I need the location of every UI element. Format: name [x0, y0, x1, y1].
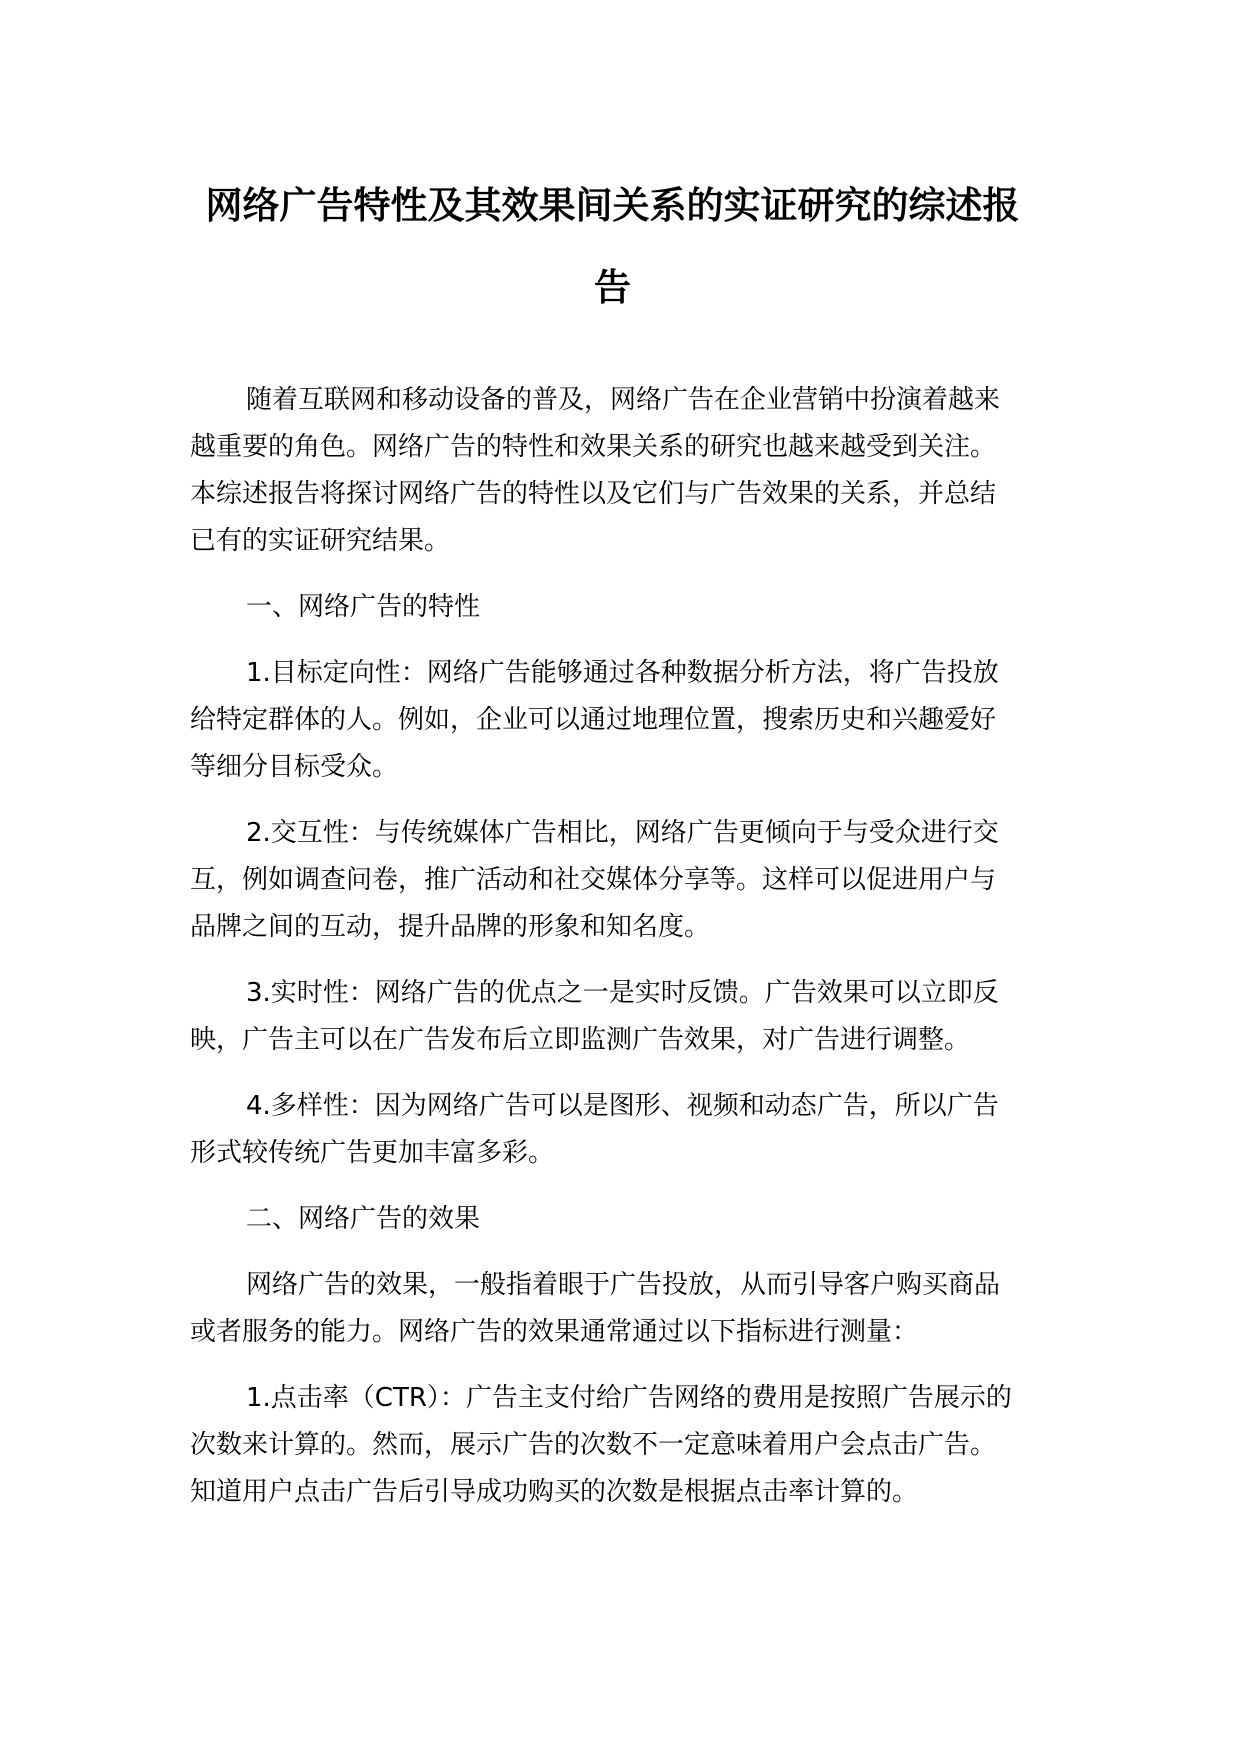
paragraph-line: 等细分目标受众。: [190, 752, 399, 782]
paragraph-line: 或者服务的能力。网络广告的效果通常通过以下指标进行测量：: [190, 1317, 919, 1347]
paragraph: [190, 650, 1050, 791]
paragraph-line: 一、网络广告的特性: [246, 592, 481, 622]
paragraph-line: 1.点击率（CTR）：广告主支付给广告网络的费用是按照广告展示的: [246, 1383, 1012, 1413]
paragraph-line: 3.实时性：网络广告的优点之一是实时反馈。广告效果可以立即反: [246, 978, 999, 1008]
paragraph-line: 本综述报告将探讨网络广告的特性以及它们与广告效果的关系，并总结: [190, 479, 997, 509]
paragraph-line: 给特定群体的人。例如，企业可以通过地理位置，搜索历史和兴趣爱好: [190, 705, 997, 735]
paragraph-line: 随着互联网和移动设备的普及，网络广告在企业营销中扮演着越来: [246, 385, 1001, 415]
title-line: 告: [594, 266, 631, 309]
paragraph-line: 映，广告主可以在广告发布后立即监测广告效果，对广告进行调整。: [190, 1025, 971, 1055]
paragraph: [190, 1375, 1050, 1516]
paragraph-line: 次数来计算的。然而，展示广告的次数不一定意味着用户会点击广告。: [190, 1430, 997, 1460]
title-line: 网络广告特性及其效果间关系的实证研究的综述报: [205, 184, 1020, 227]
document-body: [190, 377, 1050, 1535]
paragraph-line: 2.交互性：与传统媒体广告相比，网络广告更倾向于与受众进行交: [246, 818, 999, 848]
paragraph-line: 越重要的角色。网络广告的特性和效果关系的研究也越来越受到关注。: [190, 432, 997, 462]
paragraph: [190, 810, 1050, 951]
paragraph-line: 1.目标定向性：网络广告能够通过各种数据分析方法，将广告投放: [246, 658, 999, 688]
paragraph: [190, 970, 1050, 1064]
paragraph: [190, 1196, 1050, 1243]
paragraph: [190, 584, 1050, 631]
paragraph-line: 网络广告的效果，一般指着眼于广告投放，从而引导客户购买商品: [246, 1270, 1001, 1300]
paragraph-line: 4.多样性：因为网络广告可以是图形、视频和动态广告，所以广告: [246, 1091, 999, 1121]
paragraph-line: 品牌之间的互动，提升品牌的形象和知名度。: [190, 912, 711, 942]
paragraph-line: 已有的实证研究结果。: [190, 526, 451, 556]
paragraph: [190, 1083, 1050, 1177]
paragraph: [190, 377, 1050, 565]
paragraph-line: 二、网络广告的效果: [246, 1204, 481, 1234]
paragraph-line: 互，例如调查问卷，推广活动和社交媒体分享等。这样可以促进用户与: [190, 865, 997, 895]
paragraph-line: 知道用户点击广告后引导成功购买的次数是根据点击率计算的。: [190, 1477, 919, 1507]
paragraph: [190, 1262, 1050, 1356]
paragraph-line: 形式较传统广告更加丰富多彩。: [190, 1138, 555, 1168]
document-title: [190, 165, 1035, 329]
